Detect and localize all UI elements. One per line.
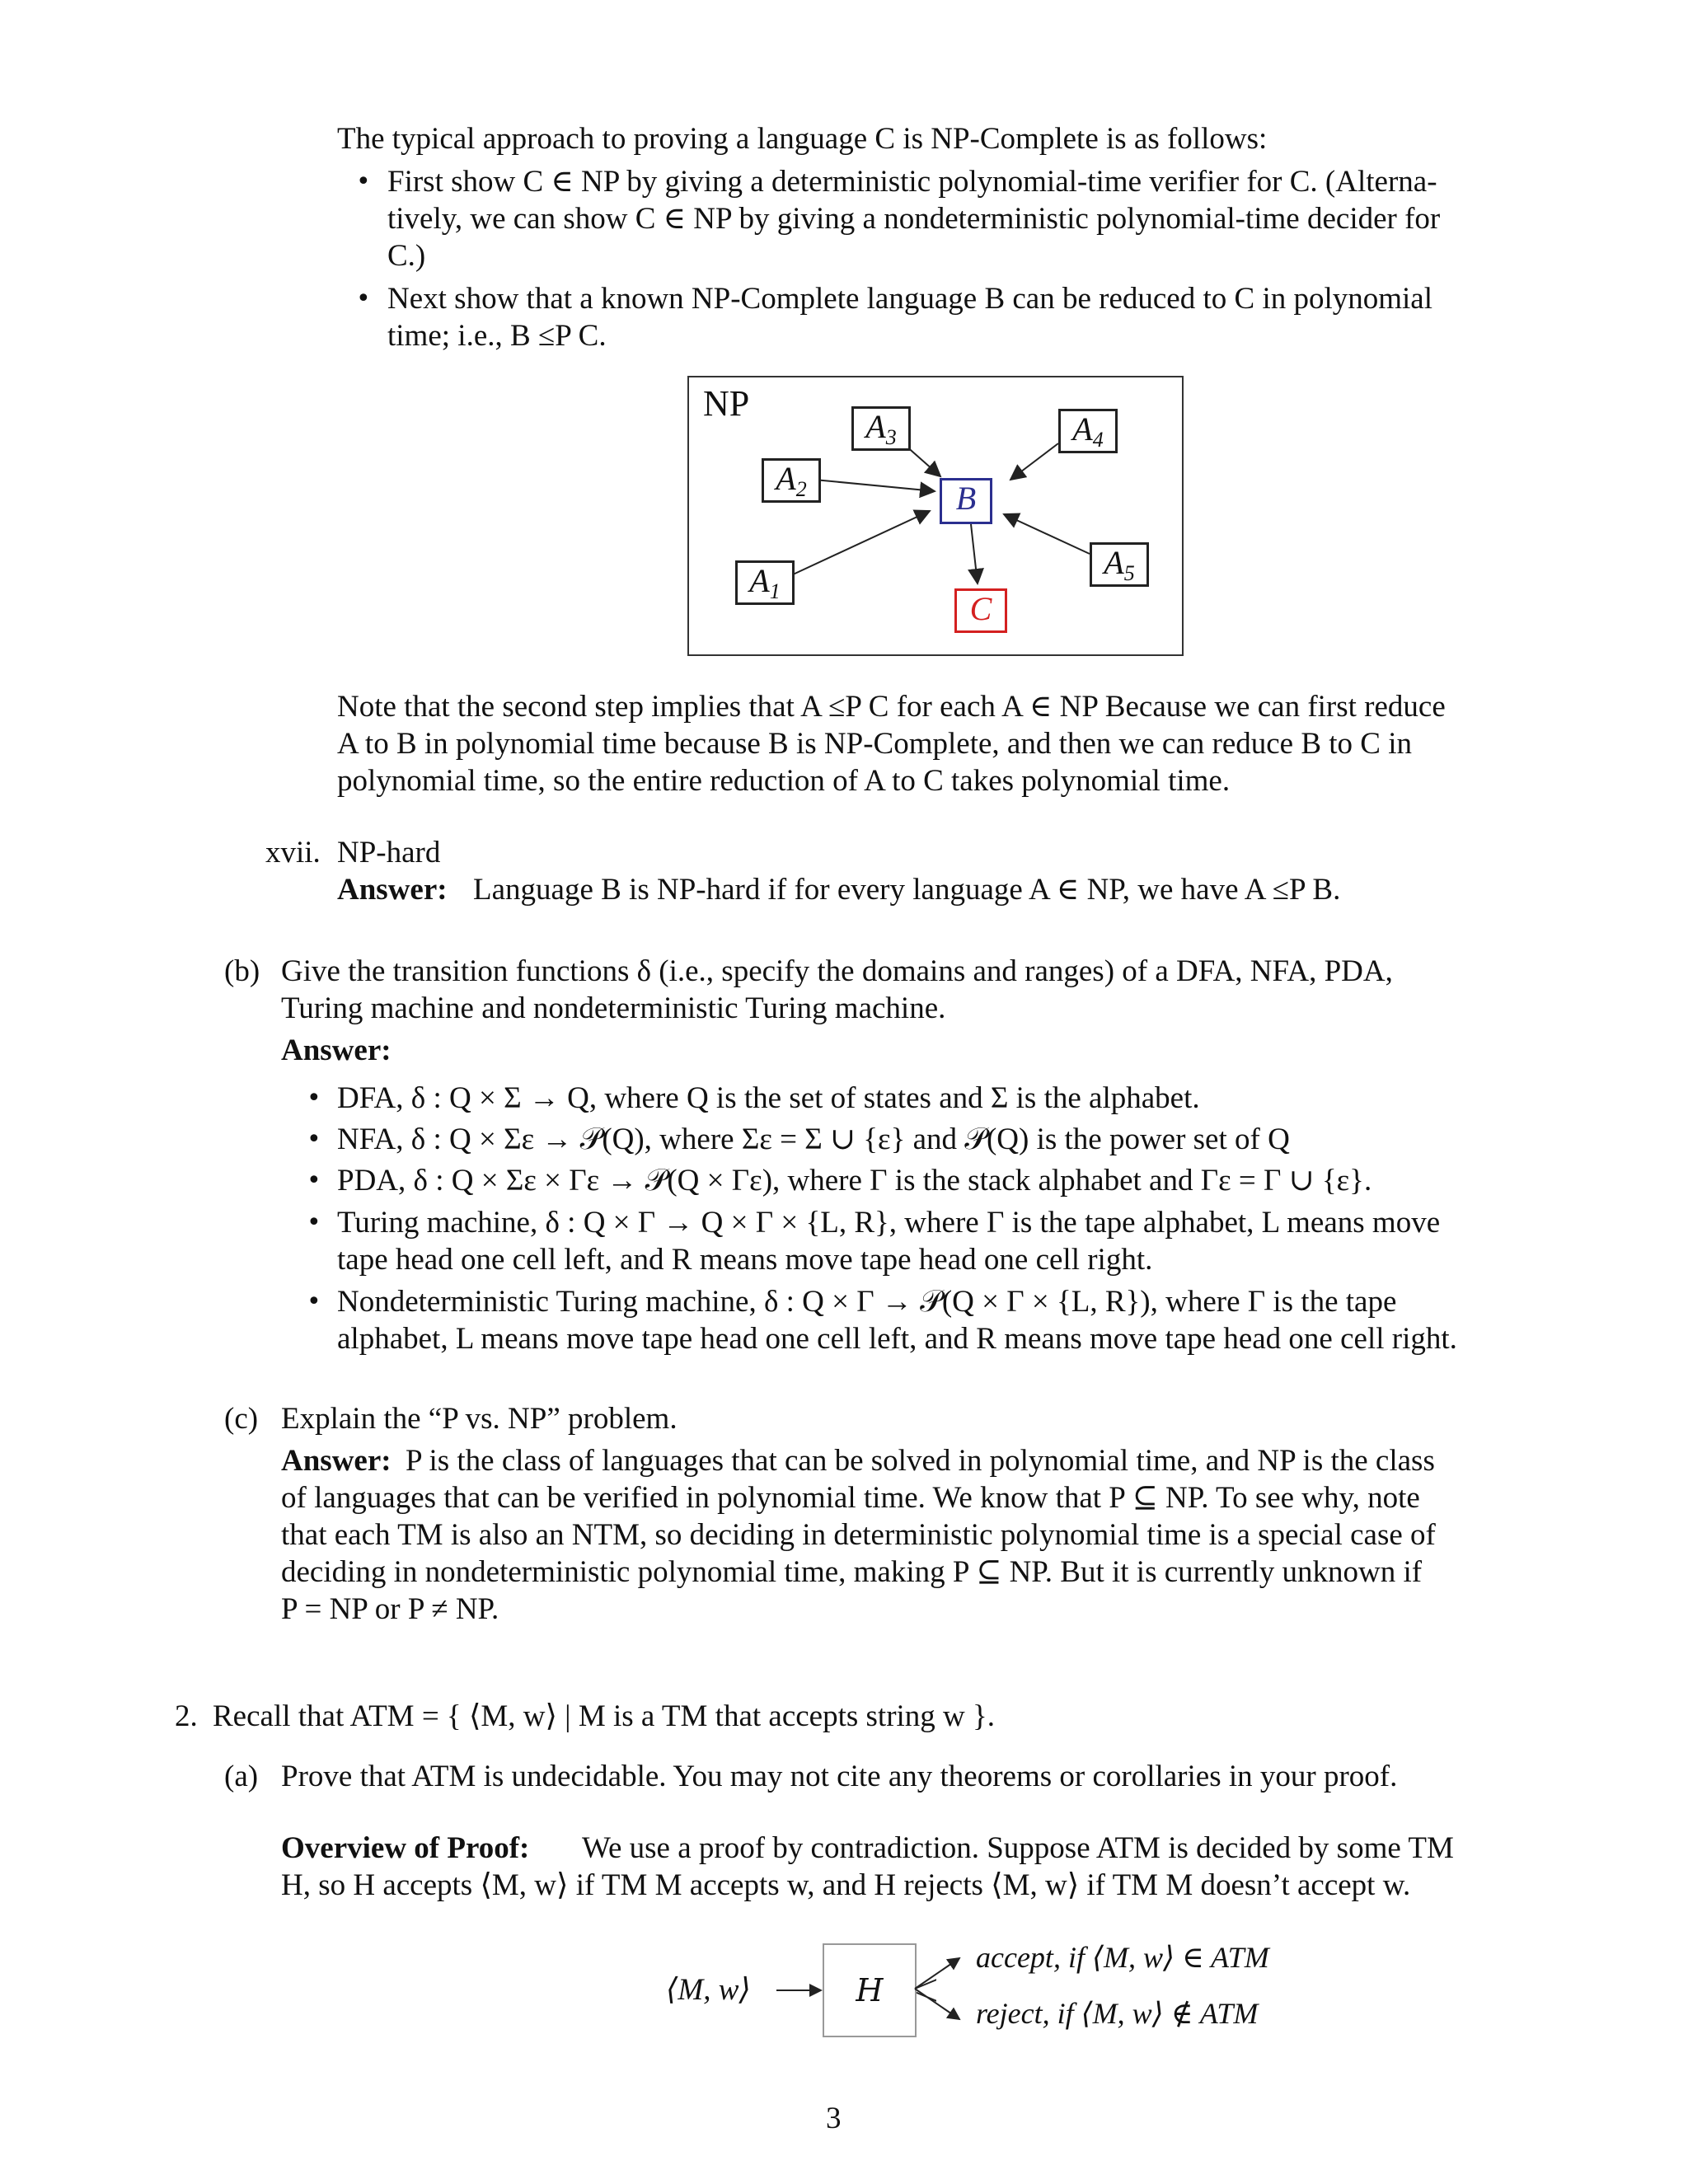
transition-ntm-line2: alphabet, L means move tape head one cell left, and R means move tape head one cell right. xyxy=(337,1322,1457,1356)
note-line3: polynomial time, so the entire reduction of A to C takes polynomial time. xyxy=(337,764,1231,798)
item-title: NP-hard xyxy=(337,836,441,869)
h-accept-label: accept, if ⟨M, w⟩ ∈ ATM xyxy=(976,1941,1269,1974)
overview-label: Overview of Proof: xyxy=(281,1831,530,1865)
h-input-label: ⟨M, w⟩ xyxy=(666,1973,751,2007)
overview-line1: We use a proof by contradiction. Suppose ATM is decided by some TM xyxy=(582,1831,1454,1865)
part-c-answer-line2: of languages that can be verified in polynomial time. We know that P ⊆ NP. To see why, note xyxy=(281,1481,1420,1515)
np-diagram xyxy=(687,376,1184,656)
intro-bullet1-line1: First show C ∈ NP by giving a deterministic polynomial-time verifier for C. (Alterna- xyxy=(387,165,1437,199)
arrow-a2-b xyxy=(814,480,935,491)
part-b-question-line1: Give the transition functions δ (i.e., specify the domains and ranges) of a DFA, NFA, PDA, xyxy=(281,954,1393,988)
bullet-dot: • xyxy=(307,1208,321,1237)
overview-line2: H, so H accepts ⟨M, w⟩ if TM M accepts w, and H rejects ⟨M, w⟩ if TM M doesn’t accept w. xyxy=(281,1868,1411,1902)
arrow-a5-b xyxy=(1004,514,1090,554)
intro-bullet1-line3: C.) xyxy=(387,239,426,273)
note-line2: A to B in polynomial time because B is NP-Complete, and then we can reduce B to C in xyxy=(337,727,1413,761)
transition-tm-line1: Turing machine, δ : Q × Γ → Q × Γ × {L, R}, where Γ is the tape alphabet, L means move xyxy=(337,1206,1441,1240)
answer-label: Answer: xyxy=(337,873,448,907)
part-b-question-line2: Turing machine and nondeterministic Turing machine. xyxy=(281,991,946,1025)
node-a1: $A_1$ xyxy=(735,560,795,605)
question-number: 2. xyxy=(175,1699,198,1733)
bullet-dot: • xyxy=(307,1125,321,1154)
intro-bullet2-line2: time; i.e., B ≤P C. xyxy=(387,319,607,353)
question-2a-text: Prove that ATM is undecidable. You may not cite any theorems or corollaries in your proof. xyxy=(281,1760,1398,1793)
node-a2: $A_2$ xyxy=(762,458,821,503)
question-2-text: Recall that ATM = { ⟨M, w⟩ | M is a TM that accepts string w }. xyxy=(213,1699,996,1733)
bullet-dot: • xyxy=(307,1084,321,1113)
node-a3: $A_3$ xyxy=(851,406,911,451)
intro-bullet1-line2: tively, we can show C ∈ NP by giving a nondeterministic polynomial-time decider for xyxy=(387,202,1441,236)
part-label: (b) xyxy=(224,954,260,988)
arrow-b-c xyxy=(971,524,978,583)
h-reject-label: reject, if ⟨M, w⟩ ∉ ATM xyxy=(976,1997,1259,2030)
transition-tm-line2: tape head one cell left, and R means move tape head one cell right. xyxy=(337,1243,1153,1277)
bullet-dot: • xyxy=(356,284,371,313)
node-a4: $A_4$ xyxy=(1058,409,1118,453)
part-c-answer-line3: that each TM is also an NTM, so deciding in deterministic polynomial time is a special case of xyxy=(281,1518,1436,1552)
intro-bullet2-line1: Next show that a known NP-Complete language B can be reduced to C in polynomial xyxy=(387,282,1433,316)
bullet-dot: • xyxy=(356,167,371,196)
note-line1: Note that the second step implies that A ≤P C for each A ∈ NP Because we can first reduce xyxy=(337,690,1446,724)
part-c-answer-line5: P = NP or P ≠ NP. xyxy=(281,1592,499,1626)
arrow-a1-b xyxy=(791,511,930,575)
node-b: B xyxy=(940,478,992,524)
h-machine-box: H xyxy=(823,1943,917,2037)
transition-ntm-line1: Nondeterministic Turing machine, δ : Q × Γ → 𝒫(Q × Γ × {L, R}), where Γ is the tape xyxy=(337,1285,1397,1319)
transition-nfa: NFA, δ : Q × Σε → 𝒫(Q), where Σε = Σ ∪ {ε} and 𝒫(Q) is the power set of Q xyxy=(337,1122,1290,1156)
intro-line: The typical approach to proving a language C is NP-Complete is as follows: xyxy=(337,122,1268,156)
np-label: NP xyxy=(703,383,750,424)
answer-text: Language B is NP-hard if for every language A ∈ NP, we have A ≤P B. xyxy=(473,873,1341,907)
transition-pda: PDA, δ : Q × Σε × Γε → 𝒫(Q × Γε), where Γ is the stack alphabet and Γε = Γ ∪ {ε}. xyxy=(337,1164,1372,1197)
bullet-dot: • xyxy=(307,1287,321,1316)
bullet-dot: • xyxy=(307,1166,321,1195)
node-c: C xyxy=(954,588,1007,633)
answer-label: Answer: xyxy=(281,1444,392,1478)
part-c-answer-line1: P is the class of languages that can be solved in polynomial time, and NP is the class xyxy=(406,1444,1435,1478)
part-c-question: Explain the “P vs. NP” problem. xyxy=(281,1402,678,1436)
part-label: (a) xyxy=(224,1760,259,1793)
node-a5: $A_5$ xyxy=(1090,542,1149,587)
page-number: 3 xyxy=(826,2102,842,2135)
part-label: (c) xyxy=(224,1402,259,1436)
arrow-a4-b xyxy=(1010,443,1058,480)
item-number: xvii. xyxy=(265,836,321,869)
h-output-arrows xyxy=(913,1943,964,2034)
transition-dfa: DFA, δ : Q × Σ → Q, where Q is the set of states and Σ is the alphabet. xyxy=(337,1081,1200,1115)
answer-label: Answer: xyxy=(281,1033,392,1067)
part-c-answer-line4: deciding in nondeterministic polynomial time, making P ⊆ NP. But it is currently unknown if xyxy=(281,1555,1423,1589)
